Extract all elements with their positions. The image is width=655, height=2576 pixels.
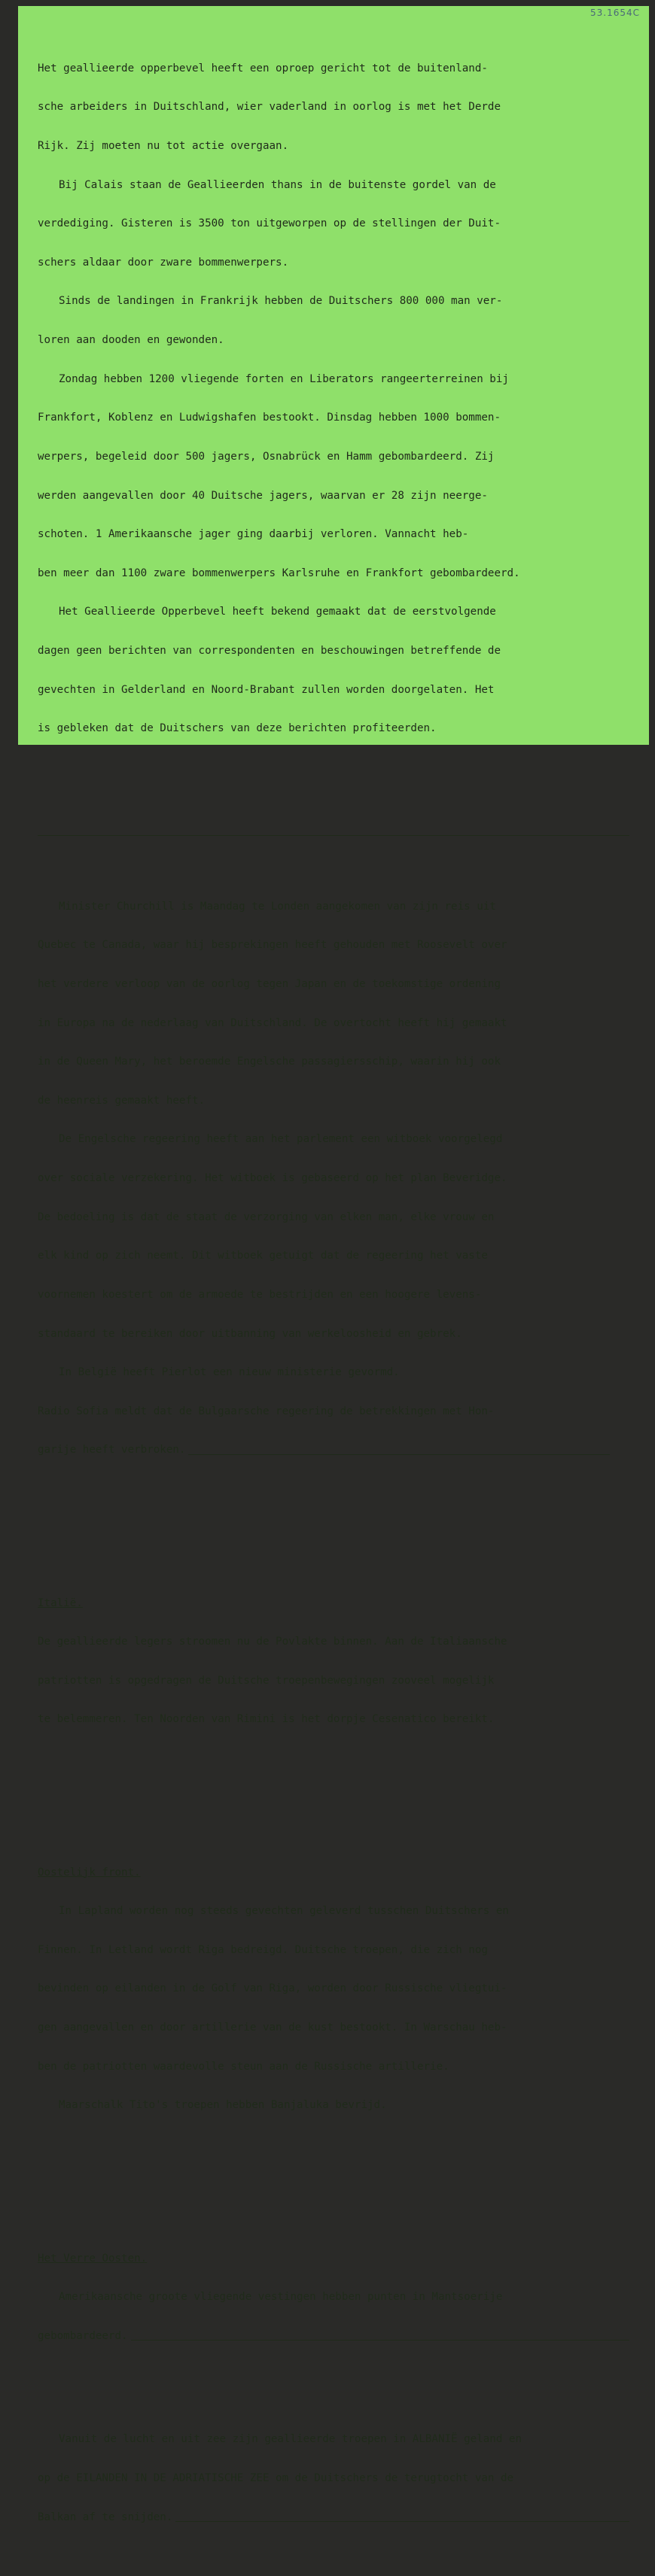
document-page	[18, 6, 649, 2523]
text-line: In België heeft Pierlot een nieuw ministerie gevormd.	[59, 1366, 400, 1379]
text-line: voornemen koestert om de armoede te bestrijden en een hoogere levens-	[38, 1288, 482, 1301]
rule-filler	[188, 1454, 610, 1455]
text-line: Frankfort, Koblenz en Ludwigshafen bestookt. Dinsdag hebben 1000 bommen-	[38, 412, 501, 424]
text-line: In Lapland worden nog steeds gevechten geleverd tusschen Duitschers en	[59, 1905, 509, 1918]
text-line: schers aldaar door zware bommenwerpers.	[38, 256, 289, 269]
text-line-ruled	[38, 2511, 629, 2524]
text-line: in de Queen Mary, het beroemde Engelsche passagiersschip, waarin hij ook	[38, 1056, 501, 1068]
text-line: het verdere verloop van de oorlog tegen Japan en de toekomstige ordening	[38, 978, 501, 991]
text-line: verdediging. Gisteren is 3500 ton uitgeworpen op de stellingen der Duit-	[38, 217, 501, 230]
text-line: ben meer dan 1100 zware bommenwerpers Karlsruhe en Frankfort gebombardeerd.	[38, 567, 520, 579]
text-line: Amerikaansche groote vliegende vestingen hebben punten in Mantsoerije	[59, 2291, 503, 2304]
text-line: Quebec te Canada, waar hij besprekingen heeft gehouden met Roosevelt over	[38, 939, 507, 952]
text-line: loren aan dooden en gewonden.	[38, 334, 224, 347]
text-line: Vanuit de lucht en uit zee zijn geallieerde troepen in ALBANIË geland en	[59, 2433, 522, 2446]
text-line: garije heeft verbroken.	[38, 1444, 186, 1457]
text-line: patriotten is opgedragen de Duitsche troepenbewegingen zooveel mogelijk	[38, 1674, 495, 1687]
text-line: werden aangevallen door 40 Duitsche jagers, waarvan er 28 zijn neerge-	[38, 489, 488, 502]
archive-stamp: 53.1654C	[590, 8, 640, 18]
bulletin-text	[38, 11, 640, 2576]
text-line: De bedoeling is dat de staat de verzorging van elken man, elke vrouw en	[38, 1211, 495, 1223]
text-line: standaard te bereiken door uitbanning van werkeloosheid en gebrek.	[38, 1327, 462, 1340]
text-line: De Engelsche regeering heeft aan het parlement een witboek voorgelegd	[59, 1133, 503, 1146]
text-line: ben de patriotten waardevolle steun aan de Russische artillerie.	[38, 2060, 449, 2073]
rule-filler	[131, 2340, 629, 2341]
text-line: is gebleken dat de Duitschers van deze berichten profiteerden.	[38, 722, 437, 735]
text-line: dagen geen berichten van correspondenten en beschouwingen betreffende de	[38, 644, 501, 657]
closing-paragraph	[38, 2407, 640, 2550]
text-line: elk kind op zich neemt. Dit witboek getuigt dat de regeering het vaste	[38, 1250, 488, 1262]
text-line: Zondag hebben 1200 vliegende forten en Liberators rangeerterreinen bij	[59, 372, 509, 385]
text-line: Het Geallieerde Opperbevel heeft bekend gemaakt dat de eerstvolgende	[59, 606, 496, 618]
text-line: schoten. 1 Amerikaansche jager ging daarbij verloren. Vannacht heb-	[38, 528, 469, 541]
text-line: gen aangevallen en door artillerie van de kust bestookt. In Warschau heb-	[38, 2022, 507, 2034]
text-line: te belemmeren. Ten Noorden van Rimini is het dorpje Cesenatico bereikt.	[38, 1713, 495, 1726]
text-line: Radio Sofia meldt dat de Bulgaarsche regeering de betrekkingen met Hon-	[38, 1405, 495, 1417]
text-line: Sinds de landingen in Frankrijk hebben de Duitschers 800 000 man ver-	[59, 295, 503, 308]
section-verre-oosten	[38, 2226, 640, 2368]
text-line: Het geallieerde opperbevel heeft een oproep gericht tot de buitenland-	[38, 62, 488, 74]
section-divider	[38, 835, 629, 836]
section-italie	[38, 1571, 640, 1752]
text-line: sche arbeiders in Duitschland, wier vaderland in oorlog is met het Derde	[38, 101, 501, 114]
text-line: over sociale verzekering. Het witboek is gebaseerd op het plan Beveridge.	[38, 1172, 507, 1185]
section-heading: Italië.	[38, 1596, 83, 1609]
text-line: gebombardeerd.	[38, 2329, 128, 2342]
text-line: Balkan af te snijden.	[38, 2511, 173, 2523]
text-line: werpers, begeleid door 500 jagers, Osnabrück en Hamm gebombardeerd. Zij	[38, 450, 495, 463]
text-line: De geallieerde legers stroomen nu de Povlakte binnen. Aan de Italiaansche	[38, 1636, 507, 1648]
text-line: Maarschalk Tito's troepen hebben Banjaluka bevrijd.	[59, 2099, 387, 2112]
text-line-ruled	[38, 1444, 610, 1457]
text-line: Finnen. In Letland wordt Riga bedreigd. Duitsche troepen, die zich nog	[38, 1943, 488, 1956]
rule-filler	[175, 2521, 629, 2522]
text-line: Bij Calais staan de Geallieerden thans in de buitenste gordel van de	[59, 178, 496, 191]
text-line: Rijk. Zij moeten nu tot actie overgaan.	[38, 140, 289, 153]
paragraph-block-1	[38, 36, 640, 761]
text-line: op de EILANDEN IN DE ADRIATISCHE ZEE om de Duitschers de terugtocht van de	[38, 2471, 514, 2484]
section-heading: Het Verre Oosten.	[38, 2252, 148, 2265]
text-line: in Europa na de nederlaag van Duitschland. De overtocht heeft hij gemaakt	[38, 1016, 507, 1029]
text-line: gevechten in Gelderland en Noord-Brabant zullen worden doorgelaten. Het	[38, 683, 495, 696]
section-oostelijk-front	[38, 1840, 640, 2138]
paragraph-block-2	[38, 874, 640, 1483]
text-line: Minister Churchill is Maandag te Londen aangekomen van zijn reis uit	[59, 900, 496, 913]
text-line-ruled	[38, 2330, 629, 2343]
text-line: de heenreis gemaakt heeft.	[38, 1094, 206, 1107]
text-line: bevinden op eilanden in de Golf van Riga, worden door Russische vliegtui-	[38, 1982, 507, 1995]
section-heading: Oostelijk front.	[38, 1866, 141, 1879]
